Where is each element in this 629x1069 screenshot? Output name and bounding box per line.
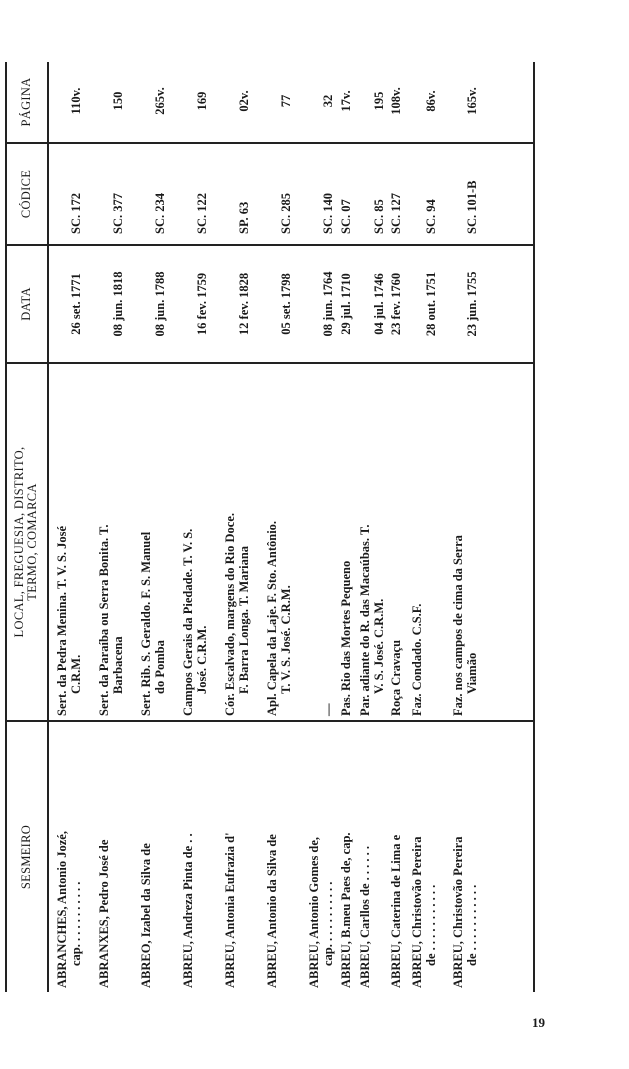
sesmeiro-cell — [97, 723, 111, 988]
sesmeiro-cell-line: de . . . . . . . . . . . — [465, 884, 479, 966]
pagina-cell — [389, 66, 403, 136]
sesmeiro-cell — [223, 723, 237, 988]
date-cell-line: 12 fev. 1828 — [237, 272, 251, 336]
date-cell-line: 16 fev. 1759 — [195, 272, 209, 336]
date-cell — [339, 250, 353, 358]
local-cell-line: C.R.M. — [69, 654, 83, 694]
local-cell-line: Pas. Rio das Mortes Pequeno — [339, 560, 353, 716]
local-cell-line: do Pomba — [153, 640, 167, 694]
codice-cell — [389, 142, 403, 240]
sesmeiro-cell-line: ABRANXES, Pedro José de — [97, 839, 111, 988]
date-cell-line: 23 fev. 1760 — [389, 272, 403, 336]
sesmeiro-cell-line: de . . . . . . . . . . . — [424, 884, 438, 966]
pagina-cell-line: 169 — [195, 91, 209, 111]
sesmarias-table — [5, 62, 535, 992]
sesmeiro-cell-line: cap. . . . . . . . . . . — [69, 881, 83, 966]
codice-cell-line: SP. 63 — [237, 201, 251, 234]
pagina-cell-line: 165v. — [465, 87, 479, 115]
codice-cell-line: SC. 94 — [424, 199, 438, 234]
local-cell — [410, 366, 424, 716]
date-cell-line: 29 jul. 1710 — [339, 273, 353, 335]
local-cell — [339, 366, 353, 716]
date-cell-line: 08 jun. 1764 — [321, 271, 335, 337]
local-cell-line: Faz. Condado. C.S.F. — [410, 603, 424, 716]
codice-cell-line: SC. 122 — [195, 193, 209, 234]
sesmeiro-cell — [358, 723, 372, 988]
date-cell — [111, 250, 125, 358]
local-cell-line: F. Barra Longa. T. Mariana — [237, 545, 251, 694]
codice-cell-line: SC. 285 — [279, 193, 293, 234]
local-cell — [223, 366, 251, 716]
codice-cell — [195, 142, 209, 240]
header-local-line-2: TERMO, COMARCA — [25, 483, 39, 601]
sesmeiro-cell-line: ABREO, Izabel da Silva de — [139, 843, 153, 988]
date-cell — [153, 250, 167, 358]
sesmeiro-cell — [55, 723, 83, 988]
header-local-line-1: LOCAL, FREGUESIA, DISTRITO, — [12, 446, 26, 638]
sesmeiro-cell — [451, 723, 479, 988]
local-cell — [451, 366, 479, 716]
sesmeiro-cell-line: ABREU, Andreza Pinta de . . — [181, 833, 195, 988]
codice-cell — [279, 142, 293, 240]
local-cell-line: José. C.R.M. — [195, 625, 209, 694]
codice-cell — [372, 142, 386, 240]
date-cell — [195, 250, 209, 358]
local-cell — [321, 366, 335, 716]
pagina-cell — [465, 66, 479, 136]
local-cell-line: Sert. da Pedra Menina. T. V. S. José — [55, 525, 69, 716]
codice-cell — [237, 142, 251, 240]
date-cell — [389, 250, 403, 358]
sesmeiro-cell-line: ABREU, B.meu Paes de, cap. — [339, 832, 353, 988]
local-cell-line: Sert. da Paraíba ou Serra Bonita. T. — [97, 524, 111, 716]
header-data: DATA — [18, 287, 33, 321]
pagina-cell — [279, 66, 293, 136]
pagina-cell — [111, 66, 125, 136]
pagina-cell-line: 110v. — [69, 87, 83, 115]
date-cell-line: 08 jun. 1818 — [111, 271, 125, 337]
date-cell-line: 04 jul. 1746 — [372, 273, 386, 335]
codice-cell — [465, 142, 479, 240]
column-rule — [5, 721, 535, 723]
sesmeiro-cell-line: cap. . . . . . . . . . . — [321, 881, 335, 966]
pagina-cell-line: 32 — [321, 94, 335, 108]
codice-cell — [424, 142, 438, 240]
date-cell-line: 08 jun. 1788 — [153, 271, 167, 337]
codice-cell-line: SC. 377 — [111, 193, 125, 234]
codice-cell-line: SC. 234 — [153, 193, 167, 234]
local-cell — [265, 366, 293, 716]
sesmeiro-cell — [339, 723, 353, 988]
pagina-cell-line: 86v. — [424, 90, 438, 112]
pagina-cell — [237, 66, 251, 136]
pagina-cell — [321, 66, 335, 136]
header-local — [5, 364, 47, 720]
date-cell-line: 23 jun. 1755 — [465, 271, 479, 337]
local-cell-line: Cór. Escalvado, margens do Rio Doce. — [223, 512, 237, 716]
local-cell — [97, 366, 125, 716]
codice-cell — [339, 142, 353, 240]
local-cell — [55, 366, 83, 716]
sesmeiro-cell-line: ABREU, Antonio Gomes de, — [307, 836, 321, 988]
codice-cell — [111, 142, 125, 240]
pagina-cell — [339, 66, 353, 136]
sesmeiro-cell — [410, 723, 438, 988]
pagina-cell — [153, 66, 167, 136]
codice-cell-line: SC. 140 — [321, 193, 335, 234]
pagina-cell-line: 108v. — [389, 87, 403, 115]
date-cell — [424, 250, 438, 358]
pagina-cell-line: 02v. — [237, 90, 251, 112]
codice-cell — [69, 142, 83, 240]
local-cell-line: Roça Cravaçu — [389, 639, 403, 716]
pagina-cell-line: 77 — [279, 94, 293, 108]
date-cell — [237, 250, 251, 358]
local-cell-line: Barbacena — [111, 636, 125, 694]
sesmeiro-cell-line: ABREU, Christovão Pereira — [451, 836, 465, 988]
column-rule — [5, 143, 535, 145]
sesmeiro-cell — [307, 723, 335, 988]
sesmeiro-cell-line: ABREU, Carllos de . . . . . . — [358, 845, 372, 988]
pagina-cell — [372, 66, 386, 136]
pagina-cell — [424, 66, 438, 136]
local-cell-line: V. S. José. C.R.M. — [372, 598, 386, 694]
sesmeiro-cell — [139, 723, 153, 988]
header-pagina: PÁGINA — [18, 77, 33, 127]
pagina-cell-line: 150 — [111, 91, 125, 111]
codice-cell — [321, 142, 335, 240]
local-cell-line: Campos Gerais da Piedade. T. V. S. — [181, 528, 195, 716]
sesmeiro-cell — [389, 723, 403, 988]
local-cell-line: Sert. Rib. S. Geraldo. F. S. Manuel — [139, 531, 153, 716]
codice-cell — [153, 142, 167, 240]
local-cell-line: — — [321, 703, 335, 716]
local-cell — [139, 366, 167, 716]
pagina-cell — [69, 66, 83, 136]
local-cell-line: Faz. nos campos de cima da Serra — [451, 535, 465, 716]
date-cell — [465, 250, 479, 358]
codice-cell-line: SC. 172 — [69, 193, 83, 234]
sesmeiro-cell-line: ABREU, Christovão Pereira — [410, 836, 424, 988]
local-cell-line: T. V. S. José. C.R.M. — [279, 585, 293, 694]
local-cell-line: Viamão — [465, 652, 479, 694]
codice-cell-line: SC. 127 — [389, 193, 403, 234]
header-sesmeiro: SESMEIRO — [18, 824, 33, 890]
sesmeiro-cell-line: ABREU, Antonio da Silva de — [265, 834, 279, 988]
header-codice: CÓDICE — [18, 169, 33, 219]
local-cell-line: Apl. Capela da Laje. F. Sto. Antônio. — [265, 520, 279, 716]
date-cell — [279, 250, 293, 358]
date-cell-line: 26 set. 1771 — [69, 273, 83, 335]
codice-cell-line: SC. 101-B — [465, 180, 479, 234]
local-cell — [181, 366, 209, 716]
table-bottom-rule — [533, 62, 535, 992]
sesmeiro-cell-line: ABREU, Caterina de Lima e — [389, 834, 403, 988]
date-cell — [69, 250, 83, 358]
page-number: 19 — [532, 1015, 545, 1030]
local-cell-line: Par. adiante do R. das Macaúbas. T. — [358, 524, 372, 716]
column-rule — [5, 245, 535, 247]
local-cell — [389, 366, 403, 716]
sesmeiro-cell — [265, 723, 279, 988]
sesmeiro-cell-line: ABRANCHES, Antonio Jozé, — [55, 831, 69, 988]
codice-cell-line: SC. 07 — [339, 199, 353, 234]
local-cell — [358, 366, 386, 716]
date-cell — [321, 250, 335, 358]
date-cell — [372, 250, 386, 358]
pagina-cell — [195, 66, 209, 136]
pagina-cell-line: 265v. — [153, 87, 167, 115]
date-cell-line: 05 set. 1798 — [279, 273, 293, 335]
pagina-cell-line: 195 — [372, 91, 386, 111]
codice-cell-line: SC. 85 — [372, 199, 386, 234]
date-cell-line: 28 out. 1751 — [424, 271, 438, 337]
sesmeiro-cell — [181, 723, 195, 988]
pagina-cell-line: 17v. — [339, 90, 353, 112]
column-rule — [5, 363, 535, 365]
sesmeiro-cell-line: ABREU, Antonia Eufrazia d' — [223, 832, 237, 988]
header-bottom-rule — [47, 62, 49, 992]
